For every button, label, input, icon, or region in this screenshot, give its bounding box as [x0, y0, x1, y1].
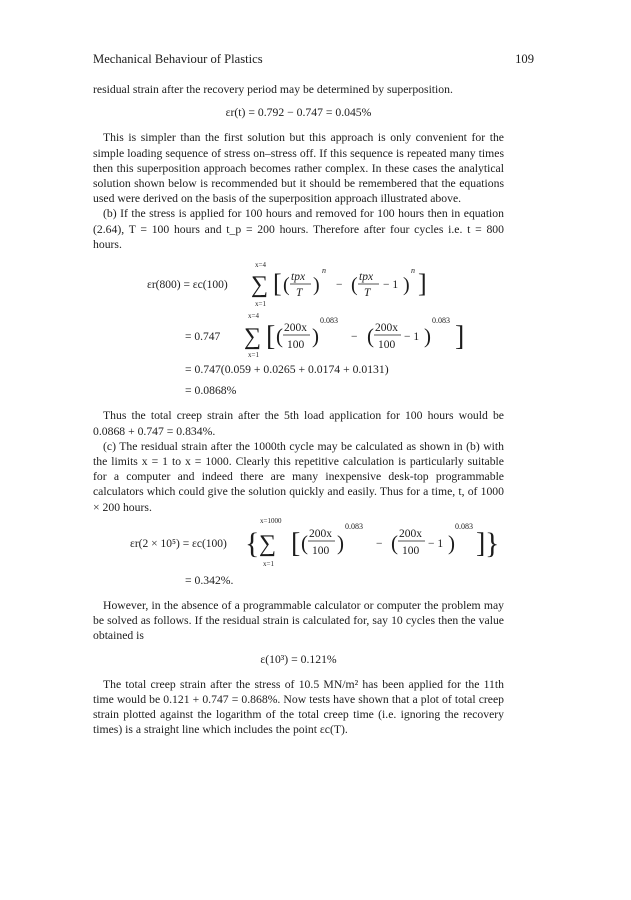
paragraph-5: However, in the absence of a programmable calculator or computer the problem may be solved as follows. If the residual strain is calculated for, say 10 cycles then the value obtained is — [93, 599, 504, 643]
brace-open: { — [245, 526, 260, 560]
equation-sum-numeric — [93, 310, 504, 360]
eq3-exp2: 0.083 — [432, 316, 450, 326]
eq2-sum-lower: x=1 — [255, 300, 266, 309]
eq5: = 0.0868% — [185, 384, 237, 398]
eq2-minus-one: − 1 — [383, 279, 399, 292]
bracket-close: ] — [455, 321, 465, 353]
paren-open: ( — [276, 324, 283, 349]
eq1-lhs: εr(t) = — [225, 106, 255, 120]
paragraph-0: residual strain after the recovery period may be determined by superposition. — [93, 83, 453, 96]
eq3-num2: 200x — [375, 322, 398, 335]
paragraph-6: The total creep strain after the stress of 10.5 MN/m² has been applied for the 11th time would be 0.121 + 0.747 = 0.868%. Now tests have shown that a plot of total creep strain plotted against the logarithm of the total creep time (i.e. ignoring the recovery times) is a straight line which includes the point εc(T). — [93, 677, 504, 737]
sum-sign: ∑ — [259, 530, 277, 557]
eq6-sum-upper: x=1000 — [260, 516, 282, 525]
eq6-exp1: 0.083 — [345, 521, 363, 531]
minus-sign: − — [351, 331, 358, 344]
paragraph-4: (c) The residual strain after the 1000th cycle may be calculated as shown in (b) with the limits x = 1 to x = 1000. Clearly this repetitive calculation is particularly suitable for a computer and indeed there are many inexpensive desk-top programmable calculators which could give the solution quickly and easily. Thus for a time, t, of 1000 × 200 hours. — [93, 439, 504, 514]
paren-open: ( — [283, 274, 290, 297]
eq2-sum-upper: x=4 — [255, 261, 266, 270]
eq6-sum-lower: x=1 — [263, 559, 274, 568]
eq3-sum-upper: x=4 — [248, 312, 259, 321]
minus-sign: − — [376, 537, 383, 550]
paragraph-1: This is simpler than the first solution but this approach is only convenient for the simple loading sequence of stress on–stress off. If this sequence is repeated many times then this superposition approach becomes rather complex. In these cases the analytical solution shown below is recommended but it should be remembered that the equations used were derived on the basis of the superposition approach illustrated above. — [93, 131, 504, 206]
paren-close: ) — [337, 530, 344, 555]
eq3-num1: 200x — [284, 322, 307, 335]
bracket-open: [ — [291, 527, 301, 559]
bracket-close: ] — [476, 527, 486, 559]
equation-residual-strain — [93, 105, 504, 120]
eq2-den2: T — [364, 287, 371, 300]
eq6-den2: 100 — [402, 544, 420, 557]
eq3-prefix: = 0.747 — [185, 331, 221, 344]
bracket-open: [ — [273, 269, 282, 299]
running-header — [93, 52, 534, 67]
eq1-rhs: 0.792 − 0.747 = 0.045% — [257, 106, 372, 120]
eq3-exp1: 0.083 — [320, 316, 338, 326]
brace-close: } — [485, 526, 500, 560]
paragraph-3: Thus the total creep strain after the 5th load application for 100 hours would be 0.0868 + 0.747 = 0.834%. — [93, 409, 504, 438]
sum-sign: ∑ — [251, 272, 269, 299]
eq2-exp1: n — [322, 266, 326, 276]
eq6-num2: 200x — [399, 527, 422, 540]
eq2-exp2: n — [411, 266, 415, 276]
paren-close: ) — [424, 324, 431, 349]
eq6-minus-one: − 1 — [428, 537, 444, 550]
minus-sign: − — [336, 279, 343, 292]
eq3-sum-lower: x=1 — [248, 351, 259, 360]
bracket-open: [ — [266, 321, 276, 353]
eq3-den1: 100 — [287, 339, 305, 352]
page-number: 109 — [515, 52, 534, 66]
eq6-lhs: εr(2 × 10⁵) = εc(100) — [130, 537, 227, 550]
paren-close: ) — [448, 530, 455, 555]
eq3-minus-one: − 1 — [404, 331, 420, 344]
equation-expansion — [93, 362, 504, 398]
eq7: = 0.342%. — [185, 573, 234, 587]
eq2-num1: tpx — [291, 271, 306, 284]
equation-sum-general — [93, 258, 504, 310]
paren-close: ) — [312, 324, 319, 349]
eq6-num1: 200x — [309, 527, 332, 540]
running-title: Mechanical Behaviour of Plastics — [93, 52, 263, 66]
eq3-den2: 100 — [378, 339, 396, 352]
body-text — [93, 82, 504, 738]
paren-close: ) — [313, 274, 320, 297]
eq6-den1: 100 — [312, 544, 330, 557]
eq4: = 0.747(0.059 + 0.0265 + 0.0174 + 0.0131) — [185, 363, 389, 377]
bracket-close: ] — [418, 269, 427, 299]
paren-open: ( — [351, 274, 358, 297]
paren-open: ( — [367, 324, 374, 349]
paren-open: ( — [301, 530, 308, 555]
sum-sign: ∑ — [244, 324, 262, 351]
eq8: ε(10³) = 0.121% — [260, 652, 337, 666]
eq2-num2: tpx — [359, 271, 374, 284]
eq2-lhs: εr(800) = εc(100) — [147, 279, 228, 292]
paragraph-2: (b) If the stress is applied for 100 hours and removed for 100 hours then in equation (2.64), T = 100 hours and t_p = 200 hours. Therefore after four cycles i.e. t = 800 hours. — [93, 207, 504, 251]
eq2-den1: T — [296, 287, 303, 300]
equation-sum-1000 — [93, 515, 504, 571]
eq6-exp2: 0.083 — [455, 521, 473, 531]
paren-close: ) — [403, 274, 410, 297]
paren-open: ( — [391, 530, 398, 555]
